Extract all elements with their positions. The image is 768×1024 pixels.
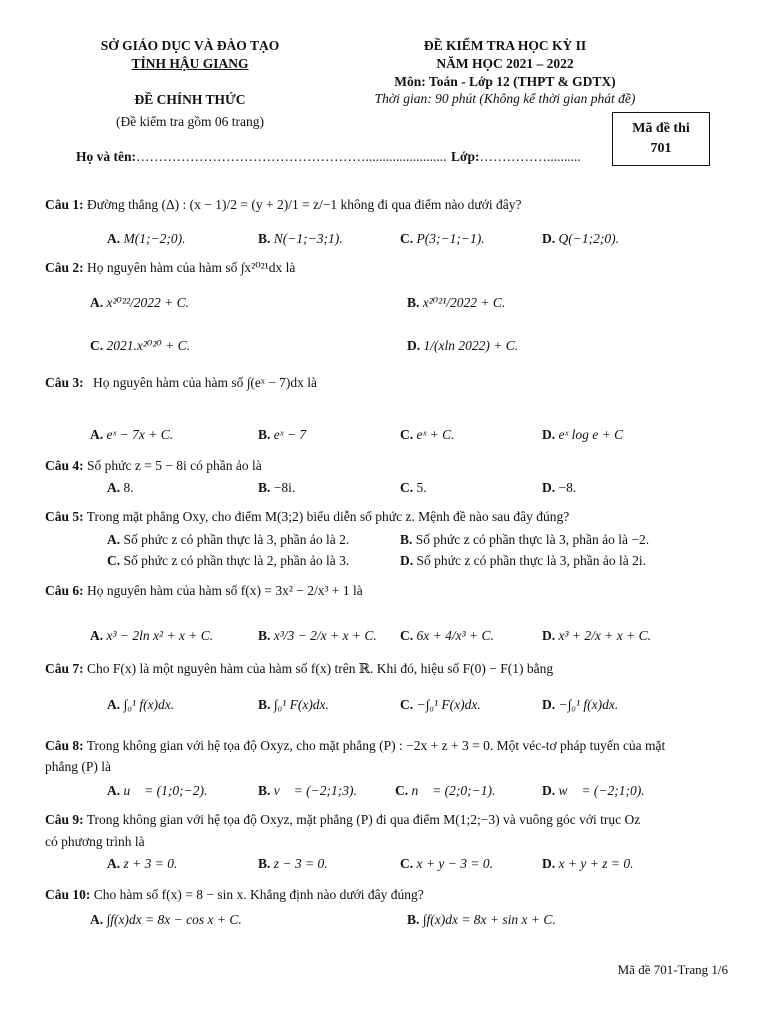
exam-code-value: 701 — [650, 141, 672, 156]
option-c — [400, 697, 481, 713]
option-value: eˣ + C. — [416, 427, 455, 442]
option-c — [395, 783, 495, 799]
option-key: C. — [107, 553, 121, 568]
question-label: Câu 1: — [45, 197, 84, 212]
option-value: x + y − 3 = 0. — [416, 856, 493, 871]
option-key: A. — [107, 231, 121, 246]
option-c — [90, 338, 190, 354]
option-a — [107, 783, 207, 799]
option-value: u⃗ = (1;0;−2). — [123, 783, 208, 798]
option-value: ∫₀¹ F(x)dx. — [273, 697, 329, 712]
exam-code-box — [612, 112, 710, 166]
option-key: C. — [400, 427, 414, 442]
option-value: x³ + 2/x + x + C. — [558, 628, 651, 643]
option-d — [407, 338, 518, 354]
option-value: 5. — [416, 480, 427, 495]
option-b — [400, 532, 649, 548]
question-10 — [45, 887, 424, 903]
option-key: C. — [400, 697, 414, 712]
name-field — [76, 149, 447, 165]
question-label: Câu 9: — [45, 812, 84, 827]
class-label: Lớp: — [451, 149, 480, 164]
option-c — [400, 628, 494, 644]
option-b — [407, 295, 505, 311]
option-key: A. — [90, 295, 104, 310]
option-key: A. — [107, 697, 121, 712]
option-key: A. — [107, 783, 121, 798]
option-c — [400, 231, 485, 247]
option-key: B. — [258, 427, 271, 442]
option-key: B. — [258, 697, 271, 712]
option-d — [542, 783, 645, 799]
question-4 — [45, 458, 262, 474]
option-key: A. — [90, 628, 104, 643]
option-key: A. — [107, 532, 121, 547]
option-key: D. — [542, 697, 556, 712]
option-value: w⃗ = (−2;1;0). — [558, 783, 645, 798]
name-dots: ……………………………………………........................ — [136, 149, 447, 164]
exam-code-label: Mã đề thi — [632, 121, 690, 136]
question-6 — [45, 583, 363, 599]
option-d — [542, 628, 651, 644]
option-key: C. — [400, 480, 414, 495]
option-value: −8i. — [273, 480, 296, 495]
question-label: Câu 5: — [45, 509, 84, 524]
question-label: Câu 10: — [45, 887, 91, 902]
option-value: Số phức z có phần thực là 3, phần ảo là 2i. — [416, 553, 646, 568]
option-value: eˣ log e + C — [558, 427, 624, 442]
question-text: Trong mặt phẳng Oxy, cho điểm M(3;2) biểu diễn số phức z. Mệnh đề nào sau đây đúng? — [86, 509, 570, 524]
option-key: C. — [400, 856, 414, 871]
question-label: Câu 6: — [45, 583, 84, 598]
option-b — [258, 231, 343, 247]
option-key: D. — [542, 427, 556, 442]
option-a — [107, 231, 185, 247]
option-d — [542, 480, 576, 496]
option-value: z − 3 = 0. — [273, 856, 328, 871]
option-value: M(1;−2;0). — [123, 231, 186, 246]
option-value: −∫₀¹ F(x)dx. — [416, 697, 481, 712]
option-value: Số phức z có phần thực là 2, phần ảo là 3. — [123, 553, 350, 568]
question-text: Họ nguyên hàm của hàm số ∫x²⁰²¹dx là — [87, 260, 296, 275]
class-dots: …………….......... — [479, 149, 581, 164]
option-b — [258, 697, 329, 713]
option-key: B. — [258, 628, 271, 643]
option-key: B. — [258, 856, 271, 871]
option-b — [407, 912, 556, 928]
option-value: 1/(xln 2022) + C. — [423, 338, 519, 353]
option-c — [107, 553, 349, 569]
option-c — [400, 856, 493, 872]
question-9-continued: có phương trình là — [45, 834, 145, 849]
option-value: x³/3 − 2/x + x + C. — [273, 628, 377, 643]
exam-title: ĐỀ KIỂM TRA HỌC KỲ II — [423, 38, 587, 53]
pages-note: (Đề kiểm tra gồm 06 trang) — [115, 114, 265, 129]
option-value: x²⁰²¹/2022 + C. — [422, 295, 506, 310]
option-value: v⃗ = (−2;1;3). — [273, 783, 357, 798]
question-3 — [45, 375, 317, 391]
question-1 — [45, 197, 521, 213]
option-a — [107, 697, 174, 713]
question-label: Câu 7: — [45, 661, 84, 676]
option-key: A. — [107, 856, 121, 871]
option-d — [542, 856, 633, 872]
option-b — [258, 856, 328, 872]
question-text: Cho hàm số f(x) = 8 − sin x. Khẳng định nào dưới đây đúng? — [93, 887, 424, 902]
question-text: Trong không gian với hệ tọa độ Oxyz, cho mặt phẳng (P) : −2x + z + 3 = 0. Một véc-tơ pháp tuyến của mặt — [86, 738, 666, 753]
option-value: P(3;−1;−1). — [416, 231, 485, 246]
option-value: Q(−1;2;0). — [558, 231, 619, 246]
option-value: −8. — [558, 480, 577, 495]
option-key: D. — [542, 231, 556, 246]
question-9 — [45, 812, 640, 828]
option-d — [542, 697, 618, 713]
option-a — [107, 480, 134, 496]
option-key: B. — [407, 912, 420, 927]
class-field — [451, 149, 581, 165]
option-value: Số phức z có phần thực là 3, phần ảo là 2. — [123, 532, 350, 547]
option-value: N(−1;−3;1). — [273, 231, 343, 246]
option-key: C. — [90, 338, 104, 353]
option-c — [400, 427, 455, 443]
option-value: eˣ − 7 — [273, 427, 307, 442]
option-key: C. — [400, 628, 414, 643]
option-b — [258, 783, 357, 799]
question-2 — [45, 260, 295, 276]
option-key: B. — [400, 532, 413, 547]
option-key: D. — [400, 553, 414, 568]
option-key: C. — [395, 783, 409, 798]
question-7 — [45, 661, 553, 677]
option-key: C. — [400, 231, 414, 246]
time-line: Thời gian: 90 phút (Không kể thời gian phát đề) — [374, 91, 636, 106]
question-label: Câu 3: — [45, 375, 84, 390]
option-value: ∫f(x)dx = 8x + sin x + C. — [422, 912, 556, 927]
option-d — [400, 553, 646, 569]
option-value: x³ − 2ln x² + x + C. — [106, 628, 214, 643]
option-key: D. — [542, 480, 556, 495]
question-label: Câu 8: — [45, 738, 84, 753]
option-value: ∫₀¹ f(x)dx. — [123, 697, 175, 712]
page-footer: Mã đề 701-Trang 1/6 — [617, 962, 728, 977]
school-year: NĂM HỌC 2021 – 2022 — [436, 56, 574, 71]
question-text: Đường thẳng (Δ) : (x − 1)/2 = (y + 2)/1 = z/−1 không đi qua điểm nào dưới đây? — [87, 197, 522, 212]
option-c — [400, 480, 427, 496]
option-key: D. — [542, 856, 556, 871]
option-key: B. — [407, 295, 420, 310]
option-value: 6x + 4/x³ + C. — [416, 628, 494, 643]
question-label: Câu 2: — [45, 260, 84, 275]
option-b — [258, 628, 377, 644]
official-label: ĐỀ CHÍNH THỨC — [134, 92, 246, 107]
option-d — [542, 427, 623, 443]
option-value: 2021.x²⁰²⁰ + C. — [106, 338, 191, 353]
option-value: Số phức z có phần thực là 3, phần ảo là −2. — [415, 532, 650, 547]
option-key: D. — [542, 783, 556, 798]
option-value: x²⁰²²/2022 + C. — [106, 295, 190, 310]
option-a — [107, 856, 177, 872]
option-value: −∫₀¹ f(x)dx. — [558, 697, 619, 712]
question-text: Số phức z = 5 − 8i có phần ảo là — [87, 458, 262, 473]
option-key: B. — [258, 783, 271, 798]
option-d — [542, 231, 619, 247]
option-value: ∫f(x)dx = 8x − cos x + C. — [106, 912, 242, 927]
option-key: A. — [90, 912, 104, 927]
question-8-continued: phẳng (P) là — [45, 759, 111, 774]
question-text: Họ nguyên hàm của hàm số ∫(eˣ − 7)dx là — [93, 375, 318, 390]
question-text: Trong không gian với hệ tọa độ Oxyz, mặt phẳng (P) đi qua điểm M(1;2;−3) và vuông góc với trục Oz — [86, 812, 641, 827]
option-key: A. — [90, 427, 104, 442]
option-value: 8. — [123, 480, 134, 495]
option-a — [90, 912, 242, 928]
option-b — [258, 480, 295, 496]
subject-line: Môn: Toán - Lớp 12 (THPT & GDTX) — [394, 74, 616, 89]
option-a — [107, 532, 349, 548]
name-label: Họ và tên: — [76, 149, 136, 164]
question-8 — [45, 738, 665, 754]
option-a — [90, 427, 173, 443]
option-key: B. — [258, 231, 271, 246]
option-value: z + 3 = 0. — [123, 856, 178, 871]
option-value: eˣ − 7x + C. — [106, 427, 174, 442]
option-key: D. — [542, 628, 556, 643]
option-key: B. — [258, 480, 271, 495]
question-label: Câu 4: — [45, 458, 84, 473]
question-5 — [45, 509, 569, 525]
option-a — [90, 628, 213, 644]
option-b — [258, 427, 306, 443]
option-value: x + y + z = 0. — [558, 856, 634, 871]
province-name: TỈNH HẬU GIANG — [131, 56, 249, 71]
option-key: A. — [107, 480, 121, 495]
option-value: n⃗ = (2;0;−1). — [411, 783, 496, 798]
question-text: Họ nguyên hàm của hàm số f(x) = 3x² − 2/x³ + 1 là — [87, 583, 363, 598]
department-name: SỞ GIÁO DỤC VÀ ĐÀO TẠO — [100, 38, 280, 53]
option-key: D. — [407, 338, 421, 353]
option-a — [90, 295, 189, 311]
question-text: Cho F(x) là một nguyên hàm của hàm số f(x) trên ℝ. Khi đó, hiệu số F(0) − F(1) bằng — [87, 661, 554, 676]
